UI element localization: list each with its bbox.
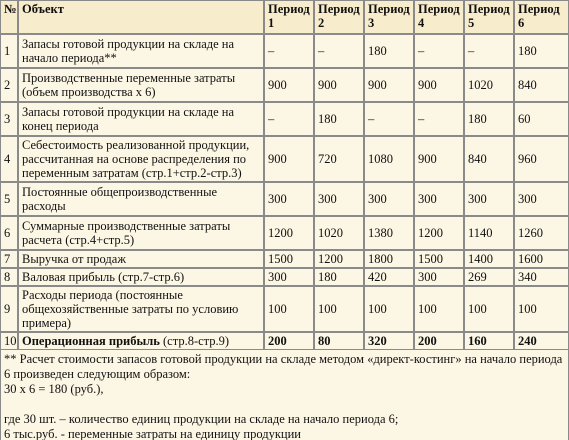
period-3-value: 1080	[364, 136, 414, 182]
period-5-value: 180	[464, 102, 514, 136]
period-3-value: 1380	[364, 216, 414, 250]
table-row	[0, 332, 569, 350]
table-header-row	[0, 0, 569, 34]
row-number: 2	[0, 68, 18, 102]
footnote	[0, 350, 569, 440]
period-2-value: 1200	[314, 250, 364, 268]
row-object: Запасы готовой продукции на складе на начало периода**	[18, 34, 264, 68]
period-1-value: 1500	[264, 250, 314, 268]
row-object: Постоянные общепроизводственные расходы	[18, 182, 264, 216]
period-5-value: 269	[464, 268, 514, 286]
period-4-value: 300	[414, 268, 464, 286]
table-row	[0, 268, 569, 286]
period-4-value: 900	[414, 68, 464, 102]
period-4-value: 900	[414, 136, 464, 182]
table-row	[0, 250, 569, 268]
period-6-value: 340	[514, 268, 569, 286]
row-number: 7	[0, 250, 18, 268]
table-row	[0, 136, 569, 182]
period-2-value: 1020	[314, 216, 364, 250]
row-number: 3	[0, 102, 18, 136]
row-object: Себестоимость реализованной продукции, рассчитанная на основе распределения по переменным затратам (стр.1+стр.2-стр.3)	[18, 136, 264, 182]
period-2-value: 80	[314, 332, 364, 350]
period-6-value: 60	[514, 102, 569, 136]
row-number: 4	[0, 136, 18, 182]
row-number: 6	[0, 216, 18, 250]
row-number: 1	[0, 34, 18, 68]
period-2-value: 180	[314, 268, 364, 286]
period-1-value: –	[264, 34, 314, 68]
period-1-value: 300	[264, 268, 314, 286]
period-4-value: 1200	[414, 216, 464, 250]
period-6-value: 100	[514, 286, 569, 332]
table-row	[0, 216, 569, 250]
period-6-value: 840	[514, 68, 569, 102]
row-object	[18, 332, 264, 350]
period-3-value: –	[364, 102, 414, 136]
period-2-value: 180	[314, 102, 364, 136]
period-6-value: 960	[514, 136, 569, 182]
period-5-value: 840	[464, 136, 514, 182]
period-4-value: 100	[414, 286, 464, 332]
period-6-value: 300	[514, 182, 569, 216]
row-object: Производственные переменные затраты (объем производства х 6)	[18, 68, 264, 102]
header-period-3: Период 3	[364, 0, 414, 34]
period-5-value: 1020	[464, 68, 514, 102]
period-6-value: 240	[514, 332, 569, 350]
header-period-5: Период 5	[464, 0, 514, 34]
header-period-6: Период 6	[514, 0, 569, 34]
period-6-value: 1600	[514, 250, 569, 268]
period-5-value: 1400	[464, 250, 514, 268]
period-2-value: 900	[314, 68, 364, 102]
row-number: 10	[0, 332, 18, 350]
footnote-line-2: 30 х 6 = 180 (руб.),	[4, 382, 104, 396]
period-3-value: 900	[364, 68, 414, 102]
period-3-value: 420	[364, 268, 414, 286]
header-object: Объект	[18, 0, 264, 34]
row-object: Выручка от продаж	[18, 250, 264, 268]
period-4-value: –	[414, 102, 464, 136]
period-1-value: –	[264, 102, 314, 136]
period-1-value: 300	[264, 182, 314, 216]
footnote-line-1: ** Расчет стоимости запасов готовой продукции на складе методом «директ-костинг» на начало периода 6 произведен следующим образом:	[4, 352, 563, 381]
period-1-value: 900	[264, 136, 314, 182]
period-5-value: 100	[464, 286, 514, 332]
row-object: Запасы готовой продукции на складе на конец периода	[18, 102, 264, 136]
period-3-value: 180	[364, 34, 414, 68]
row-number: 8	[0, 268, 18, 286]
header-period-4: Период 4	[414, 0, 464, 34]
table-row	[0, 34, 569, 68]
row-object-rest: (стр.8-стр.9)	[159, 334, 230, 348]
header-period-2: Период 2	[314, 0, 364, 34]
row-number: 5	[0, 182, 18, 216]
period-2-value: 300	[314, 182, 364, 216]
footnote-line-3: где 30 шт. – количество единиц продукции на складе на начало периода 6;	[4, 412, 399, 426]
period-1-value: 200	[264, 332, 314, 350]
row-object: Расходы периода (постоянные общехозяйственные затраты по условию примера)	[18, 286, 264, 332]
period-5-value: 300	[464, 182, 514, 216]
row-object-bold: Операционная прибыль	[22, 334, 160, 348]
header-period-1: Период 1	[264, 0, 314, 34]
period-3-value: 100	[364, 286, 414, 332]
table-row	[0, 286, 569, 332]
footnote-line-4: 6 тыс.руб. - переменные затраты на единицу продукции	[4, 427, 301, 440]
table-row	[0, 68, 569, 102]
period-4-value: 300	[414, 182, 464, 216]
period-5-value: 160	[464, 332, 514, 350]
period-4-value: 1500	[414, 250, 464, 268]
table-row	[0, 182, 569, 216]
period-5-value: 1140	[464, 216, 514, 250]
table-row	[0, 102, 569, 136]
period-4-value: –	[414, 34, 464, 68]
period-3-value: 300	[364, 182, 414, 216]
header-num: №	[0, 0, 18, 34]
period-1-value: 100	[264, 286, 314, 332]
period-5-value: –	[464, 34, 514, 68]
period-3-value: 1800	[364, 250, 414, 268]
row-number: 9	[0, 286, 18, 332]
period-2-value: 100	[314, 286, 364, 332]
period-1-value: 900	[264, 68, 314, 102]
period-2-value: –	[314, 34, 364, 68]
period-3-value: 320	[364, 332, 414, 350]
period-1-value: 1200	[264, 216, 314, 250]
period-6-value: 1260	[514, 216, 569, 250]
period-6-value: 180	[514, 34, 569, 68]
row-object: Валовая прибыль (стр.7-стр.6)	[18, 268, 264, 286]
period-2-value: 720	[314, 136, 364, 182]
row-object: Суммарные производственные затраты расчета (стр.4+стр.5)	[18, 216, 264, 250]
period-4-value: 200	[414, 332, 464, 350]
